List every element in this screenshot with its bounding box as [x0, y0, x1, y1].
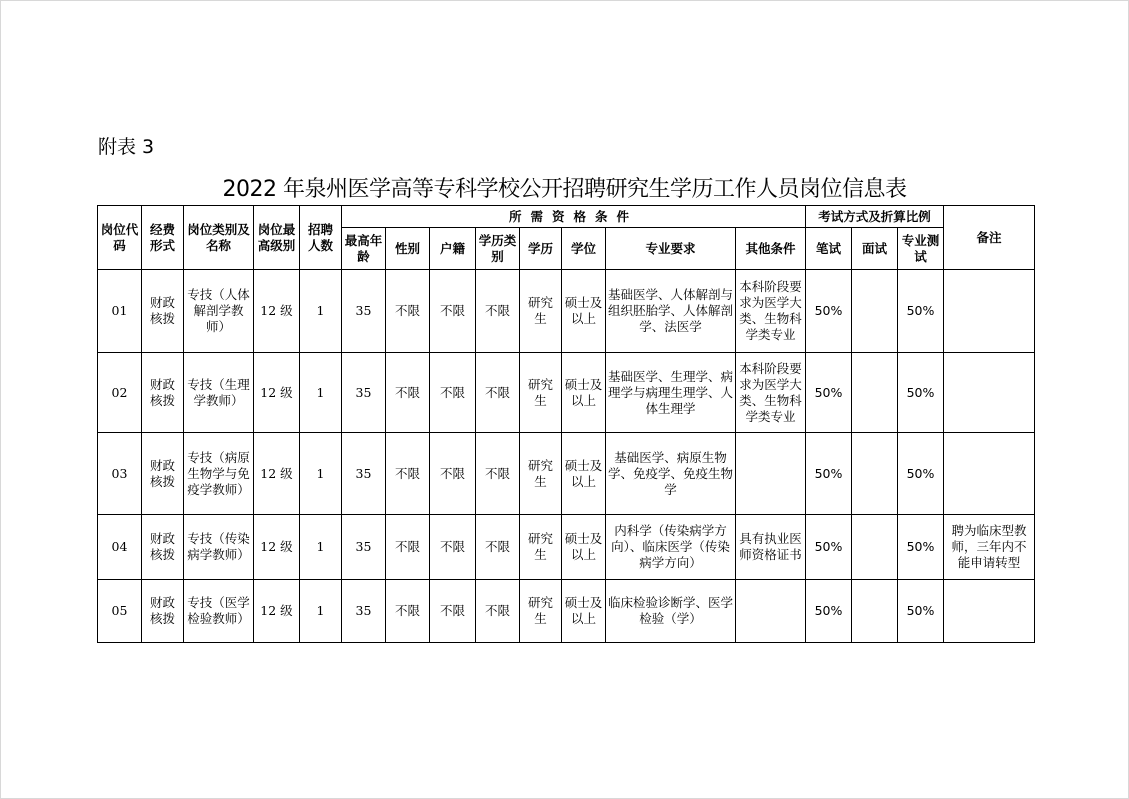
cell-degree: 硕士及以上	[562, 580, 606, 643]
cell-written: 50%	[806, 580, 852, 643]
cell-funding: 财政核拨	[142, 270, 184, 353]
header-remarks: 备注	[944, 206, 1035, 270]
cell-other	[736, 580, 806, 643]
cell-professional: 50%	[898, 270, 944, 353]
table-row	[98, 270, 1035, 353]
cell-remarks	[944, 580, 1035, 643]
cell-count: 1	[300, 580, 342, 643]
cell-max-age: 35	[342, 433, 386, 515]
cell-major: 基础医学、生理学、病理学与病理生理学、人体生理学	[606, 353, 736, 433]
cell-major: 临床检验诊断学、医学检验（学）	[606, 580, 736, 643]
header-professional: 专业测试	[898, 228, 944, 270]
cell-written: 50%	[806, 270, 852, 353]
table-row	[98, 580, 1035, 643]
appendix-label: 附表 3	[98, 136, 155, 158]
cell-max-age: 35	[342, 515, 386, 580]
cell-other	[736, 433, 806, 515]
cell-remarks	[944, 270, 1035, 353]
position-info-table	[97, 205, 1035, 643]
header-interview: 面试	[852, 228, 898, 270]
cell-interview	[852, 433, 898, 515]
cell-level: 12 级	[254, 515, 300, 580]
header-hukou: 户籍	[430, 228, 476, 270]
cell-remarks	[944, 433, 1035, 515]
cell-level: 12 级	[254, 580, 300, 643]
cell-code: 05	[98, 580, 142, 643]
cell-professional: 50%	[898, 515, 944, 580]
header-max-age: 最高年龄	[342, 228, 386, 270]
cell-gender: 不限	[386, 580, 430, 643]
cell-hukou: 不限	[430, 580, 476, 643]
cell-written: 50%	[806, 515, 852, 580]
cell-funding: 财政核拨	[142, 515, 184, 580]
cell-gender: 不限	[386, 515, 430, 580]
header-other: 其他条件	[736, 228, 806, 270]
table-row	[98, 433, 1035, 515]
cell-written: 50%	[806, 433, 852, 515]
cell-code: 02	[98, 353, 142, 433]
cell-hukou: 不限	[430, 515, 476, 580]
cell-interview	[852, 515, 898, 580]
cell-written: 50%	[806, 353, 852, 433]
cell-edu: 研究生	[520, 515, 562, 580]
cell-degree: 硕士及以上	[562, 515, 606, 580]
header-major: 专业要求	[606, 228, 736, 270]
cell-edu: 研究生	[520, 580, 562, 643]
cell-edu-type: 不限	[476, 353, 520, 433]
cell-category: 专技（病原生物学与免疫学教师）	[184, 433, 254, 515]
cell-other: 本科阶段要求为医学大类、生物科学类专业	[736, 270, 806, 353]
cell-count: 1	[300, 433, 342, 515]
header-edu-type: 学历类别	[476, 228, 520, 270]
cell-other: 具有执业医师资格证书	[736, 515, 806, 580]
cell-hukou: 不限	[430, 353, 476, 433]
cell-category: 专技（传染病学教师）	[184, 515, 254, 580]
cell-degree: 硕士及以上	[562, 270, 606, 353]
header-code: 岗位代码	[98, 206, 142, 270]
cell-gender: 不限	[386, 353, 430, 433]
cell-count: 1	[300, 515, 342, 580]
cell-level: 12 级	[254, 353, 300, 433]
cell-remarks: 聘为临床型教师，三年内不能申请转型	[944, 515, 1035, 580]
header-category: 岗位类别及名称	[184, 206, 254, 270]
cell-edu: 研究生	[520, 353, 562, 433]
cell-max-age: 35	[342, 270, 386, 353]
cell-category: 专技（人体解剖学教师）	[184, 270, 254, 353]
header-requirements-group: 所需资格条件	[342, 206, 806, 228]
table-row	[98, 353, 1035, 433]
cell-hukou: 不限	[430, 433, 476, 515]
cell-gender: 不限	[386, 270, 430, 353]
cell-edu: 研究生	[520, 270, 562, 353]
cell-professional: 50%	[898, 580, 944, 643]
cell-edu: 研究生	[520, 433, 562, 515]
cell-interview	[852, 580, 898, 643]
header-funding: 经费形式	[142, 206, 184, 270]
cell-funding: 财政核拨	[142, 353, 184, 433]
cell-gender: 不限	[386, 433, 430, 515]
cell-level: 12 级	[254, 270, 300, 353]
cell-degree: 硕士及以上	[562, 353, 606, 433]
cell-hukou: 不限	[430, 270, 476, 353]
table-row	[98, 515, 1035, 580]
cell-category: 专技（医学检验教师）	[184, 580, 254, 643]
header-level: 岗位最高级别	[254, 206, 300, 270]
cell-max-age: 35	[342, 353, 386, 433]
cell-professional: 50%	[898, 353, 944, 433]
cell-count: 1	[300, 270, 342, 353]
cell-interview	[852, 353, 898, 433]
cell-code: 01	[98, 270, 142, 353]
header-exam-group: 考试方式及折算比例	[806, 206, 944, 228]
cell-major: 基础医学、病原生物学、免疫学、免疫生物学	[606, 433, 736, 515]
cell-funding: 财政核拨	[142, 580, 184, 643]
cell-major: 内科学（传染病学方向）、临床医学（传染病学方向）	[606, 515, 736, 580]
cell-edu-type: 不限	[476, 270, 520, 353]
header-count: 招聘人数	[300, 206, 342, 270]
cell-max-age: 35	[342, 580, 386, 643]
cell-code: 04	[98, 515, 142, 580]
cell-edu-type: 不限	[476, 580, 520, 643]
header-gender: 性别	[386, 228, 430, 270]
cell-code: 03	[98, 433, 142, 515]
cell-count: 1	[300, 353, 342, 433]
page-title: 2022 年泉州医学高等专科学校公开招聘研究生学历工作人员岗位信息表	[222, 177, 907, 202]
cell-level: 12 级	[254, 433, 300, 515]
cell-interview	[852, 270, 898, 353]
header-written: 笔试	[806, 228, 852, 270]
cell-other: 本科阶段要求为医学大类、生物科学类专业	[736, 353, 806, 433]
cell-major: 基础医学、人体解剖与组织胚胎学、人体解剖学、法医学	[606, 270, 736, 353]
header-degree: 学位	[562, 228, 606, 270]
header-edu: 学历	[520, 228, 562, 270]
cell-funding: 财政核拨	[142, 433, 184, 515]
cell-professional: 50%	[898, 433, 944, 515]
cell-degree: 硕士及以上	[562, 433, 606, 515]
cell-category: 专技（生理学教师）	[184, 353, 254, 433]
cell-edu-type: 不限	[476, 433, 520, 515]
cell-remarks	[944, 353, 1035, 433]
cell-edu-type: 不限	[476, 515, 520, 580]
